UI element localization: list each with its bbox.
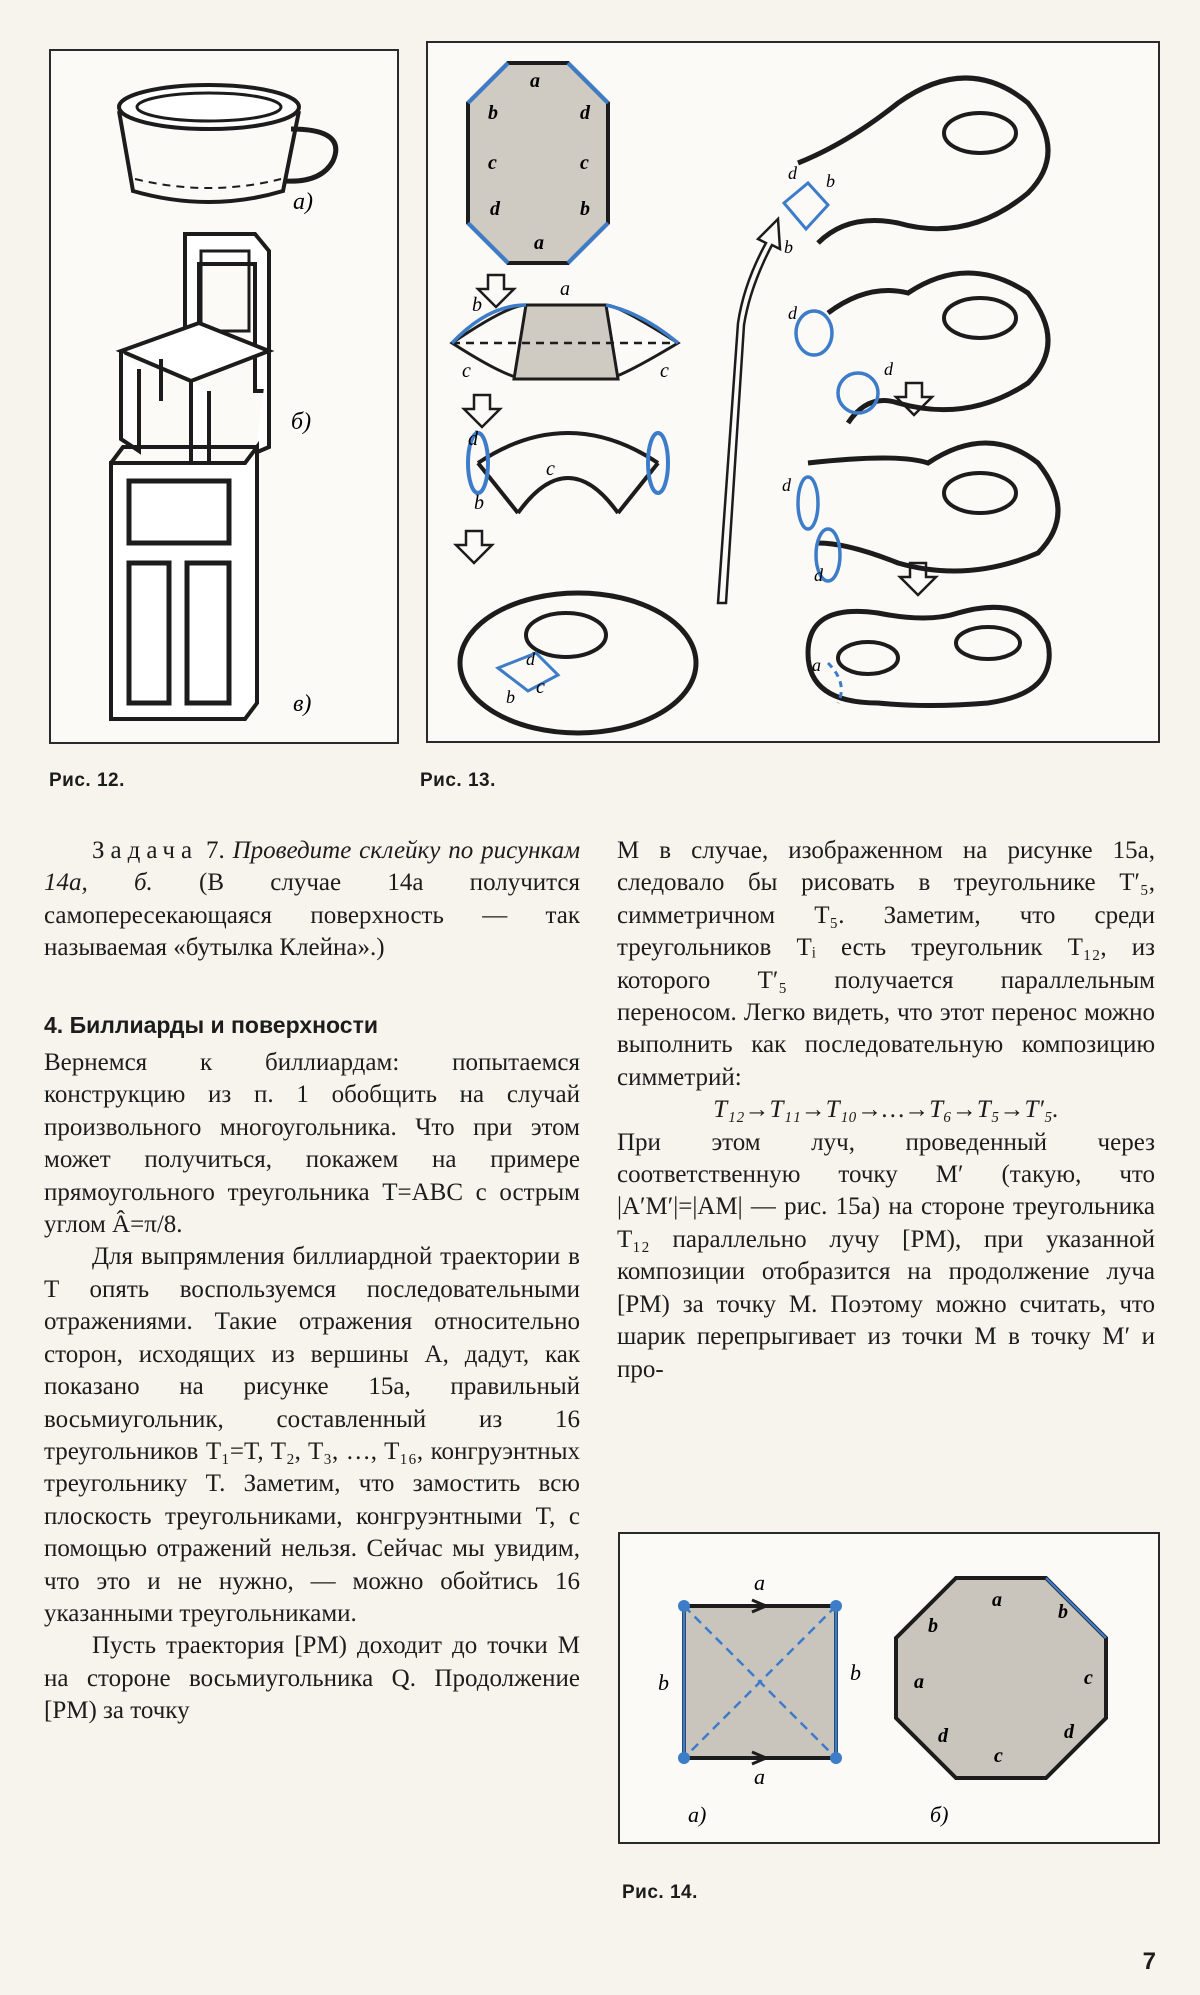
figure-14-frame (618, 1532, 1160, 1844)
door-drawing (111, 447, 257, 719)
fig13-s3-d2: d (814, 565, 823, 585)
fig14-square-top-a: a (754, 1570, 765, 1595)
fig13-step2-a: a (560, 278, 570, 300)
figure-13-drawings (428, 43, 1158, 741)
figure-12-frame (49, 49, 399, 744)
fig13-step3-c: c (546, 458, 555, 480)
figure-12-drawings (51, 51, 397, 742)
right-text-column (617, 835, 1155, 1386)
figure-14-drawings (620, 1534, 1158, 1842)
fig13-step3-d: d (468, 428, 478, 450)
fig14-square (678, 1600, 842, 1764)
fig14-square-bottom-a: a (754, 1764, 765, 1789)
fig13-s1-d: d (788, 163, 797, 183)
fig13-s2-d: d (788, 303, 797, 323)
fig13-edge-b-left: b (488, 102, 498, 124)
left-paragraph-1: Вернемся к биллиардам: попытаемся конструкцию из п. 1 обобщить на случай произвольного многоугольника. Что при этом может получиться, покажем на примере прямоугольного треугольника T=ABC с острым углом Â=π/8. (44, 1049, 580, 1239)
fig13-surface-3 (798, 443, 1058, 581)
fig13-s3-d: d (782, 475, 791, 495)
fig14-label-b: б) (930, 1802, 949, 1827)
fig13-edge-b-right: b (580, 198, 590, 220)
right-paragraph-2: При этом луч, проведенный через соответственную точку M′ (такую, что |A′M′|=|AM| — рис. 15а) на стороне треугольника T₁₂ параллельно лучу [PM), при указанной композиции отобразится на продолжение луча [PM) за точку M. Поэтому можно считать, что шарик перепрыгивает из точки M в точку M′ и про- (617, 1128, 1155, 1383)
fig13-torus-d: d (526, 649, 535, 669)
fig13-torus-c: c (536, 676, 545, 698)
fig14-square-right-b: b (850, 1660, 861, 1685)
fig14-label-a: а) (688, 1802, 707, 1827)
right-paragraph-1: M в случае, изображенном на рисунке 15а, следовало бы рисовать в треугольнике T′₅, симметричном T₅. Заметим, что среди треугольников Tᵢ есть треугольник T₁₂, из которого T′₅ получается параллельным переносом. Легко видеть, что этот перенос можно выполнить как последовательную композицию симметрий: (617, 837, 1155, 1091)
fig13-edge-a-top: a (530, 70, 540, 92)
task-number: 7. (205, 837, 225, 864)
figure-12-caption: Рис. 12. (49, 770, 125, 791)
fig14-oct-a2: a (914, 1671, 924, 1693)
fig12-label-b: б) (291, 409, 312, 435)
fig13-edge-a-bottom: a (534, 232, 544, 254)
fig13-dt-a: a (812, 655, 821, 675)
fig13-torus-b: b (506, 687, 515, 707)
fig13-torus (460, 593, 696, 733)
fig13-step2-c2: c (660, 360, 669, 382)
fig13-s2-d2: d (884, 359, 893, 379)
fig13-arrow-3 (456, 531, 492, 563)
page-number: 7 (1142, 1948, 1156, 1975)
fig14-oct-b1: b (928, 1615, 938, 1637)
fig13-edge-c-left: c (488, 152, 497, 174)
figure-13-frame (426, 41, 1160, 743)
fig13-step3-b: b (474, 492, 484, 514)
task-text: Проведите склейку по рисункам 14а, б. (44, 837, 581, 897)
fig13-double-torus (808, 607, 1049, 705)
figure-14-caption: Рис. 14. (622, 1882, 698, 1903)
fig14-oct-d1: d (938, 1725, 948, 1747)
fig13-edge-c-right: c (580, 152, 589, 174)
fig12-label-v: в) (293, 691, 312, 717)
section-heading: 4. Биллиарды и поверхности (44, 1011, 378, 1038)
fig13-edge-d-left: d (490, 198, 500, 220)
fig14-oct-d2: d (1064, 1721, 1074, 1743)
fig14-oct-c2: c (994, 1745, 1003, 1767)
symmetry-chain-formula: T₁₂→T₁₁→T₁₀→…→T₆→T₅→T′₅. (713, 1096, 1059, 1124)
fig13-surface-2 (796, 273, 1048, 423)
fig13-up-arrow (718, 219, 780, 603)
fig12-label-a: а) (293, 189, 313, 215)
task-7-paragraph (44, 835, 580, 965)
fig14-oct-b2: b (1058, 1601, 1068, 1623)
fig13-arrow-2 (464, 395, 500, 427)
left-paragraph-2: Для выпрямления биллиардной траектории в T опять воспользуемся последовательными отражениями. Такие отражения относительно сторон, исходящих из вершины A, дадут, как показано на рисунке 15а, правильный восьмиугольник, составленный из 16 треугольников T₁=T, T₂, T₃, …, T₁₆, конгруэнтных треугольнику T. Заметим, что замостить всю плоскость треугольниками, конгруэнтными T, с помощью отражений нельзя. Сейчас мы увидим, что это и не нужно, — можно обойтись 16 указанными треугольниками. (44, 1243, 580, 1627)
fig13-step-3 (468, 433, 668, 513)
fig13-arrow-1 (478, 275, 514, 307)
cup-drawing (119, 85, 336, 202)
fig13-step-2 (452, 305, 678, 379)
fig13-step2-c: c (462, 360, 471, 382)
chair-drawing (121, 234, 269, 475)
task-label: Задача (92, 837, 199, 864)
fig13-s1-b2: b (784, 237, 793, 257)
fig14-oct-c1: c (1084, 1667, 1093, 1689)
fig14-square-left-b: b (658, 1670, 669, 1695)
fig14-oct-a1: a (992, 1589, 1002, 1611)
left-paragraph-3: Пусть траектория [PM) доходит до точки M на стороне восьмиугольника Q. Продолжение [PM) за точку (44, 1632, 580, 1725)
fig13-s1-b: b (826, 171, 835, 191)
figure-13-caption: Рис. 13. (420, 770, 496, 791)
fig13-edge-d-right: d (580, 102, 590, 124)
fig13-surface-1 (784, 78, 1048, 243)
task-note: (В случае 14а получится самопересекающаяся поверхность — так называемая «бутылка Клейна».) (44, 869, 580, 962)
fig13-step2-b: b (472, 294, 482, 316)
left-text-column (44, 835, 580, 1728)
